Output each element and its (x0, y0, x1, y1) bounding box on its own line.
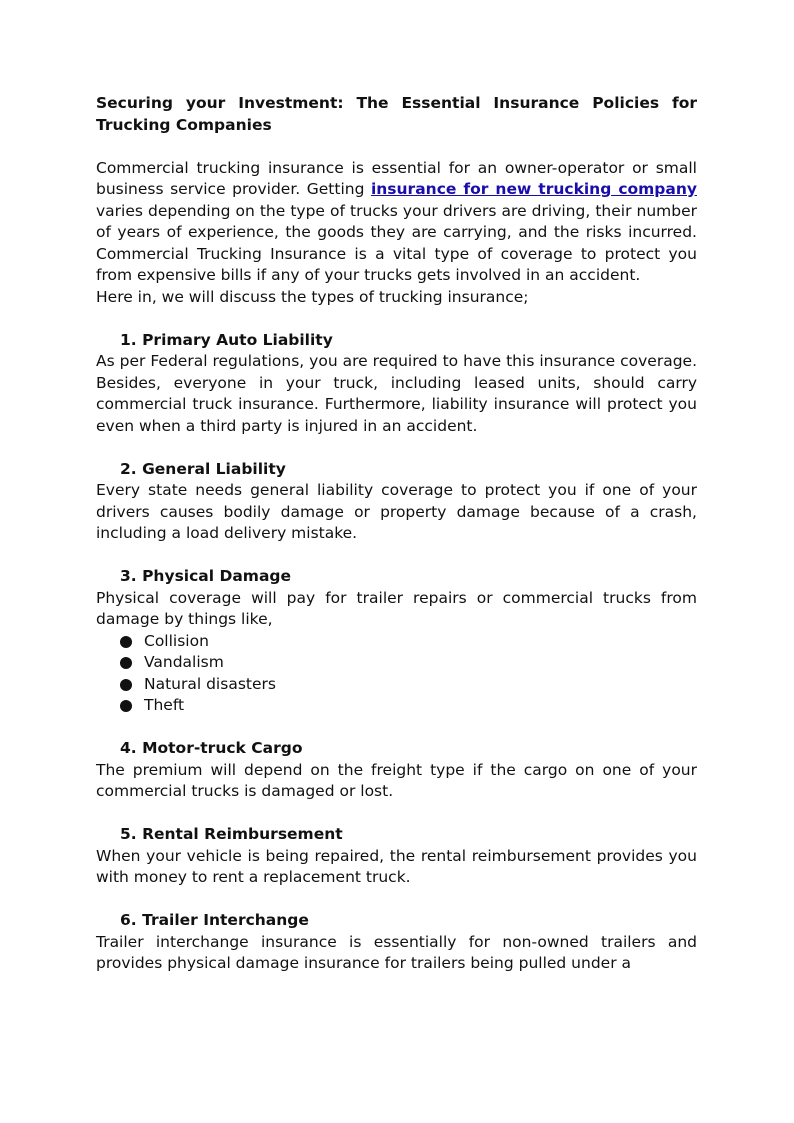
section-heading-rental-reimbursement: 5. Rental Reimbursement (120, 825, 343, 843)
intro-lead-in: Here in, we will discuss the types of trucking insurance; (96, 287, 529, 306)
list-item-label: Theft (144, 696, 185, 714)
bullet-icon (120, 700, 132, 712)
intro-text-after-link: varies depending on the type of trucks your drivers are driving, their number of years of experience, the goods they are carrying, and the risks incurred. Commercial Trucking Insurance is a vital type of coverage to protect you from expensive bills if any of your trucks gets involved in an accident. (96, 201, 697, 284)
list-item-label: Collision (144, 631, 209, 650)
list-item (96, 652, 697, 674)
list-item-label: Natural disasters (144, 674, 276, 693)
section-heading-general-liability: 2. General Liability (120, 459, 286, 478)
section-heading-motor-truck-cargo: 4. Motor-truck Cargo (120, 739, 303, 757)
list-item (96, 674, 697, 696)
section-body-primary-auto-liability: As per Federal regulations, you are required to have this insurance coverage. Besides, everyone in your truck, including leased units, should carry commercial truck insurance. Furthermore, liability insurance will protect you even when a third party is injured in an accident. (96, 352, 697, 435)
bullet-icon (120, 679, 132, 691)
document-title: Securing your Investment: The Essential Insurance Policies for Trucking Companies (96, 94, 697, 134)
spacer (96, 545, 697, 567)
spacer (96, 136, 697, 158)
bullet-icon (120, 636, 132, 648)
section-body-trailer-interchange: Trailer interchange insurance is essentially for non-owned trailers and provides physical damage insurance for trailers being pulled under a (96, 932, 697, 972)
spacer (96, 717, 697, 739)
spacer (96, 308, 697, 330)
insurance-link[interactable]: insurance for new trucking company (370, 180, 697, 198)
section-body-general-liability: Every state needs general liability coverage to protect you if one of your drivers causes bodily damage or property damage because of a crash, including a load delivery mistake. (96, 481, 697, 542)
bullet-icon (120, 657, 132, 669)
document-page (96, 93, 697, 975)
section-heading-primary-auto-liability: 1. Primary Auto Liability (120, 330, 333, 349)
section-heading-trailer-interchange: 6. Trailer Interchange (120, 911, 309, 929)
intro-text-before-link: Commercial trucking insurance is essential for an owner-operator or small business service provider. Getting (96, 158, 697, 198)
list-item (96, 695, 697, 717)
spacer (96, 803, 697, 825)
section-body-motor-truck-cargo: The premium will depend on the freight type if the cargo on one of your commercial trucks is damaged or lost. (96, 760, 697, 800)
spacer (96, 437, 697, 459)
list-item-label: Vandalism (144, 653, 224, 671)
section-body-physical-damage: Physical coverage will pay for trailer repairs or commercial trucks from damage by things like, (96, 588, 697, 628)
intro-paragraph (96, 158, 697, 287)
list-item (96, 631, 697, 653)
physical-damage-list (96, 631, 697, 717)
section-heading-physical-damage: 3. Physical Damage (120, 567, 292, 585)
section-body-rental-reimbursement: When your vehicle is being repaired, the rental reimbursement provides you with money to rent a replacement truck. (96, 846, 697, 886)
spacer (96, 889, 697, 911)
